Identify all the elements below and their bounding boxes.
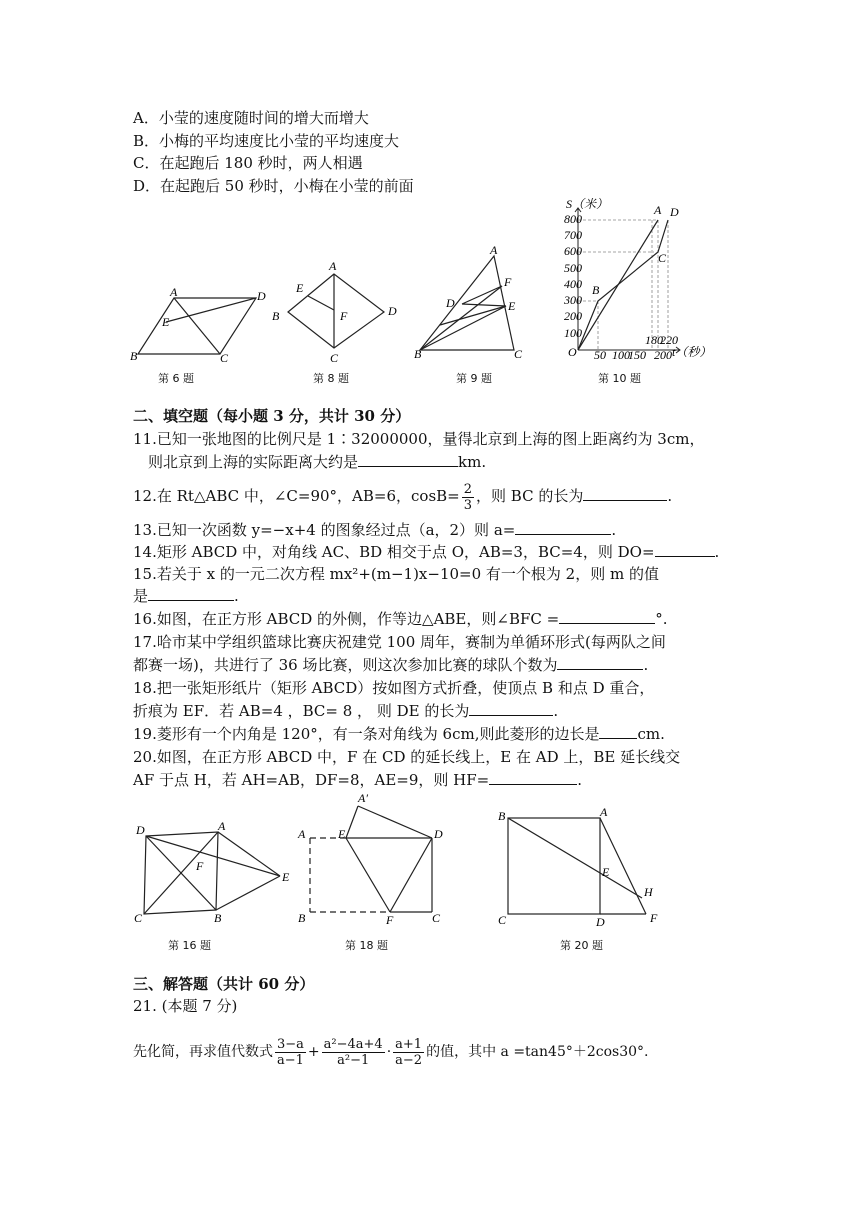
fig10-label-c: C <box>658 251 667 265</box>
fig18-label-a2: A′ <box>358 791 368 805</box>
fig6-label-e: E <box>162 315 170 329</box>
figure-18 <box>296 792 446 928</box>
caption-q8: 第 8 题 <box>313 372 349 385</box>
fig16-label-b: B <box>214 911 222 925</box>
q21-fraction-3: $\frac{a+1}{a-2}$ <box>395 1036 423 1068</box>
option-a: A．小莹的速度随时间的增大而增大 <box>133 109 369 127</box>
fig9-label-c: C <box>514 347 523 361</box>
fig9-label-a: A <box>490 243 498 257</box>
q17-line2: 都赛一场)，共进行了 36 场比赛，则这次参加比赛的球队个数为 . <box>133 656 649 674</box>
q11-line1: 11.已知一张地图的比例尺是 1∶32000000，量得北京到上海的图上距离约为 3cm， <box>133 430 705 448</box>
caption-q9: 第 9 题 <box>456 372 492 385</box>
figure-16 <box>130 818 300 928</box>
fig18-label-f: F <box>386 913 394 927</box>
fig10-xtick: 150 <box>628 348 646 362</box>
fig16-label-a: A <box>218 819 226 833</box>
q21-fraction-2: $\frac{\text{a²−4a+4}}{\text{a²−1}}$ <box>323 1036 383 1068</box>
figure-9 <box>410 244 540 364</box>
fig6-label-b: B <box>130 349 138 363</box>
caption-q18: 第 18 题 <box>345 939 388 952</box>
fig8-label-c: C <box>330 351 339 365</box>
fig8-label-f: F <box>340 309 348 323</box>
option-b: B．小梅的平均速度比小莹的平均速度大 <box>133 132 400 150</box>
fig6-label-c: C <box>220 351 229 365</box>
fig18-label-e: E <box>338 827 346 841</box>
fig10-label-d: D <box>670 205 679 219</box>
fig6-label-d: D <box>257 289 266 303</box>
fig8-label-d: D <box>388 304 397 318</box>
fig10-ytick: 800 <box>564 212 582 226</box>
fig10-ytick: 200 <box>564 309 582 323</box>
figure-8 <box>268 258 408 368</box>
figure-6 <box>128 285 268 365</box>
q20-line2: AF 于点 H，若 AH=AB，DF=8，AE=9，则 HF= . <box>133 771 583 789</box>
fig10-xtick: 180 <box>645 333 663 347</box>
fig8-label-e: E <box>296 281 304 295</box>
fig10-ylabel: S（米） <box>566 197 609 211</box>
section2-heading: 二、填空题（每小题 3 分，共计 30 分） <box>133 407 411 425</box>
fig10-ytick: 600 <box>564 244 582 258</box>
fig18-label-a: A <box>298 827 306 841</box>
fig20-label-e: E <box>602 865 610 879</box>
q17-line1: 17.哈市某中学组织篮球比赛庆祝建党 100 周年，赛制为单循环形式(每两队之间 <box>133 633 666 651</box>
section3-heading: 三、解答题（共计 60 分） <box>133 975 315 993</box>
fig8-label-b: B <box>272 309 280 323</box>
fig10-label-b: B <box>592 283 600 297</box>
fig16-label-e: E <box>282 870 290 884</box>
q15-line2: 是 . <box>133 587 239 605</box>
fig20-label-a: A <box>600 805 608 819</box>
caption-q10: 第 10 题 <box>598 372 641 385</box>
fig10-xtick: 200 <box>654 348 672 362</box>
fig10-xtick: 100 <box>612 348 630 362</box>
fig10-ytick: 400 <box>564 277 582 291</box>
fig10-ytick: 500 <box>564 261 582 275</box>
fig18-label-b: B <box>298 911 306 925</box>
fig10-xlabel: t（秒） <box>672 345 712 359</box>
q21-expression: 先化简，再求值代数式 $\frac{3-a}{a-1}$ + $\frac{\text{a²−4a+4}}{\text{a²−1}}$ · $\frac{a+1}{a-2}$ 的值，其中 a =tan45°＋2cos30°. <box>133 1036 649 1068</box>
figure-20 <box>494 805 674 929</box>
figure-10 <box>562 198 722 364</box>
q21-fraction-1: $\frac{3-a}{a-1}$ <box>277 1036 304 1068</box>
option-d: D．在起跑后 50 秒时，小梅在小莹的前面 <box>133 177 414 195</box>
fig10-origin: O <box>568 345 577 359</box>
fig20-label-b: B <box>498 809 506 823</box>
option-c: C．在起跑后 180 秒时，两人相遇 <box>133 154 363 172</box>
q18-line2: 折痕为 EF．若 AB=4 ，BC= 8 ， 则 DE 的长为 . <box>133 702 559 720</box>
fig9-label-f: F <box>504 275 512 289</box>
fig10-label-a: A <box>654 203 662 217</box>
fig10-xtick: 50 <box>594 348 606 362</box>
fig20-label-c: C <box>498 913 507 927</box>
fig20-label-f: F <box>650 911 658 925</box>
fig10-xtick: 220 <box>660 333 678 347</box>
q13: 13.已知一次函数 y=−x+4 的图象经过点（a，2）则 a= . <box>133 521 617 539</box>
caption-q20: 第 20 题 <box>560 939 603 952</box>
q15-line1: 15.若关于 x 的一元二次方程 mx²+(m−1)x−10=0 有一个根为 2，则 m 的值 <box>133 565 659 583</box>
fig6-label-a: A <box>170 285 178 299</box>
q18-line1: 18.把一张矩形纸片（矩形 ABCD）按如图方式折叠，使顶点 B 和点 D 重合， <box>133 679 655 697</box>
fig9-label-e: E <box>508 299 516 313</box>
q11-line2: 则北京到上海的实际距离大约是 km. <box>148 453 487 471</box>
fig16-label-d: D <box>136 823 145 837</box>
fig10-ytick: 300 <box>564 293 582 307</box>
q20-line1: 20.如图，在正方形 ABCD 中，F 在 CD 的延长线上，E 在 AD 上，BE 延长线交 <box>133 748 681 766</box>
fig16-label-c: C <box>134 911 143 925</box>
fig10-ytick: 100 <box>564 326 582 340</box>
caption-q16: 第 16 题 <box>168 939 211 952</box>
fig9-label-d: D <box>446 296 455 310</box>
q12: 12.在 Rt△ABC 中，∠C=90°，AB=6，cosB= $\frac{2}{3}$ ，则 BC 的长为 . <box>133 481 673 513</box>
fig18-label-d: D <box>434 827 443 841</box>
fig9-label-b: B <box>414 347 422 361</box>
q19: 19.菱形有一个内角是 120°，有一条对角线为 6cm,则此菱形的边长是 cm. <box>133 725 665 743</box>
q14: 14.矩形 ABCD 中，对角线 AC、BD 相交于点 O，AB=3，BC=4，则 DO= . <box>133 543 720 561</box>
q12-fraction: $\frac{2}{3}$ <box>463 481 473 513</box>
fig16-label-f: F <box>196 859 204 873</box>
fig20-label-h: H <box>644 885 653 899</box>
q16: 16.如图，在正方形 ABCD 的外侧，作等边△ABE，则∠BFC = °. <box>133 610 668 628</box>
caption-q6: 第 6 题 <box>158 372 194 385</box>
q21-title: 21. (本题 7 分) <box>133 997 238 1015</box>
fig8-label-a: A <box>329 259 337 273</box>
fig10-ytick: 700 <box>564 228 582 242</box>
fig20-label-d: D <box>596 915 605 929</box>
fig18-label-c: C <box>432 911 441 925</box>
